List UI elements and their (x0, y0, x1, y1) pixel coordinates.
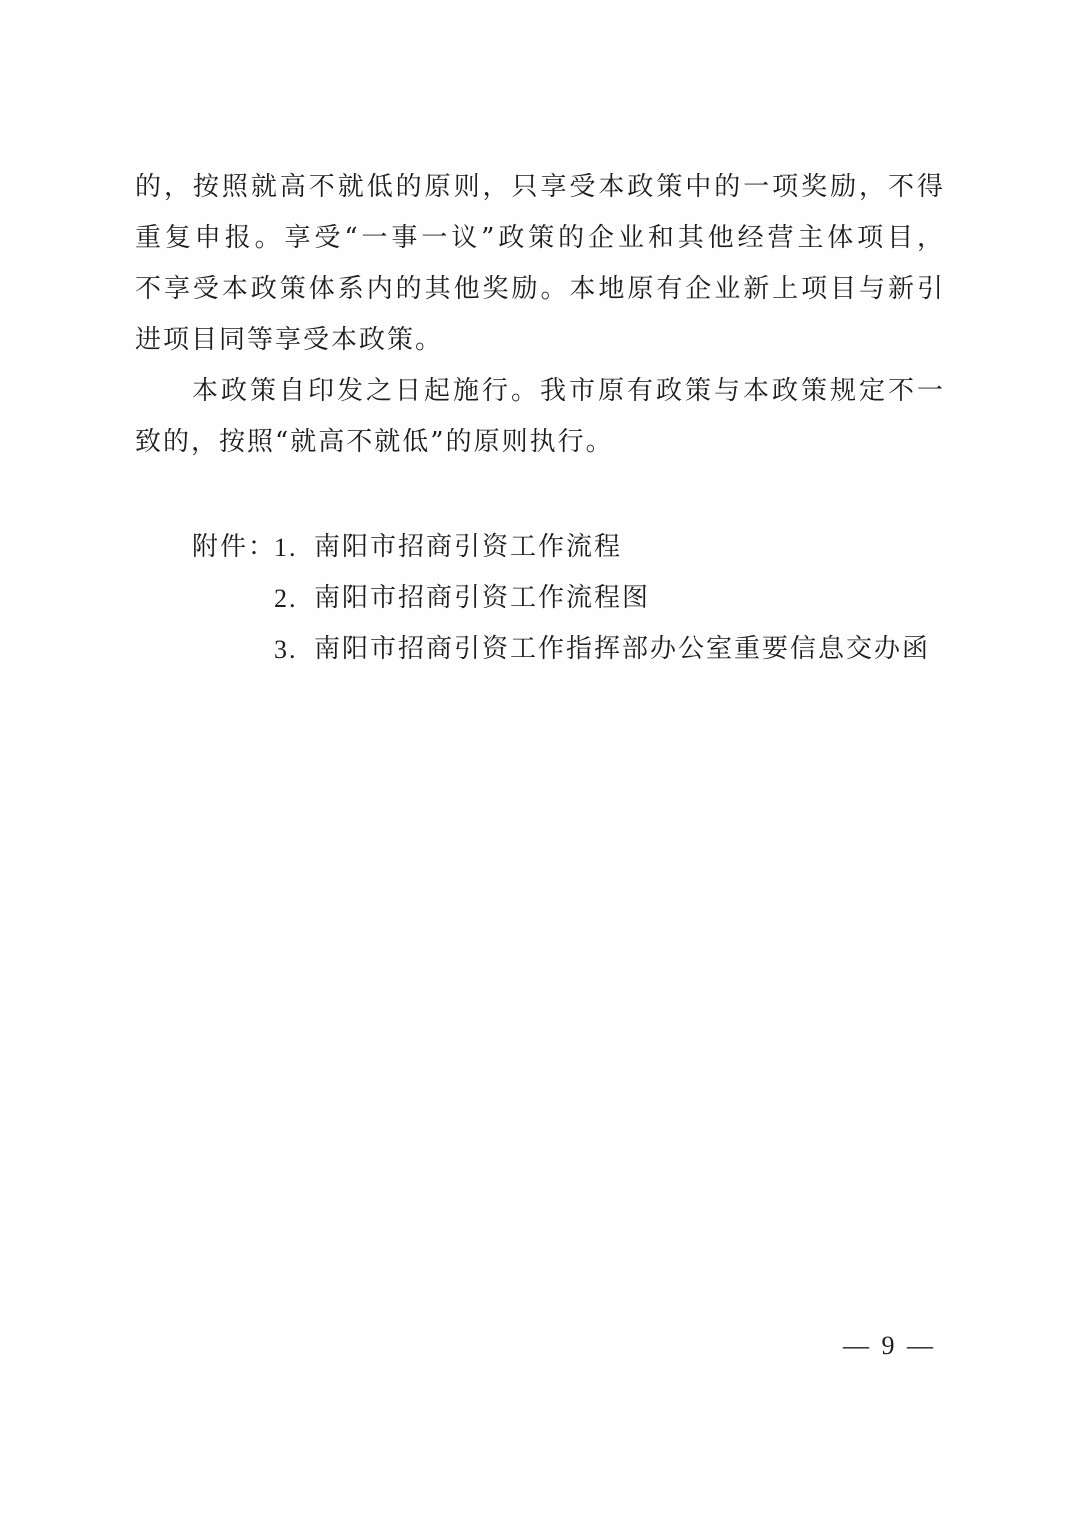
attachment-item (192, 624, 952, 675)
paragraph-1-line-3: 不享受本政策体系内的其他奖励。本地原有企业新上项目与新引 (135, 274, 945, 304)
attachment-number: 1. (274, 533, 298, 562)
attachment-number: 2. (274, 584, 298, 613)
attachments-label-spacer (192, 624, 274, 675)
attachment-number: 3. (274, 635, 298, 664)
page-number: — 9 — (843, 1331, 936, 1360)
paragraph-1-line-1: 的，按照就高不就低的原则，只享受本政策中的一项奖励，不得 (135, 172, 945, 202)
attachment-title: 南阳市招商引资工作流程图 (314, 583, 651, 613)
paragraph-2-line-2: 致的，按照“就高不就低”的原则执行。 (135, 427, 614, 457)
attachments-label: 附件： (192, 532, 277, 562)
paragraph-1-line-2: 重复申报。享受“一事一议”政策的企业和其他经营主体项目， (135, 223, 945, 253)
paragraph-2-line-1: 本政策自印发之日起施行。我市原有政策与本政策规定不一 (192, 376, 945, 406)
body-text (135, 162, 945, 468)
attachment-item (192, 522, 952, 573)
attachment-title: 南阳市招商引资工作流程 (314, 532, 623, 562)
attachment-item (192, 573, 952, 624)
attachments-list (192, 522, 952, 675)
attachment-title: 南阳市招商引资工作指挥部办公室重要信息交办函 (314, 634, 931, 664)
paragraph-1-line-4: 进项目同等享受本政策。 (135, 325, 444, 355)
attachments-label-spacer (192, 573, 274, 624)
